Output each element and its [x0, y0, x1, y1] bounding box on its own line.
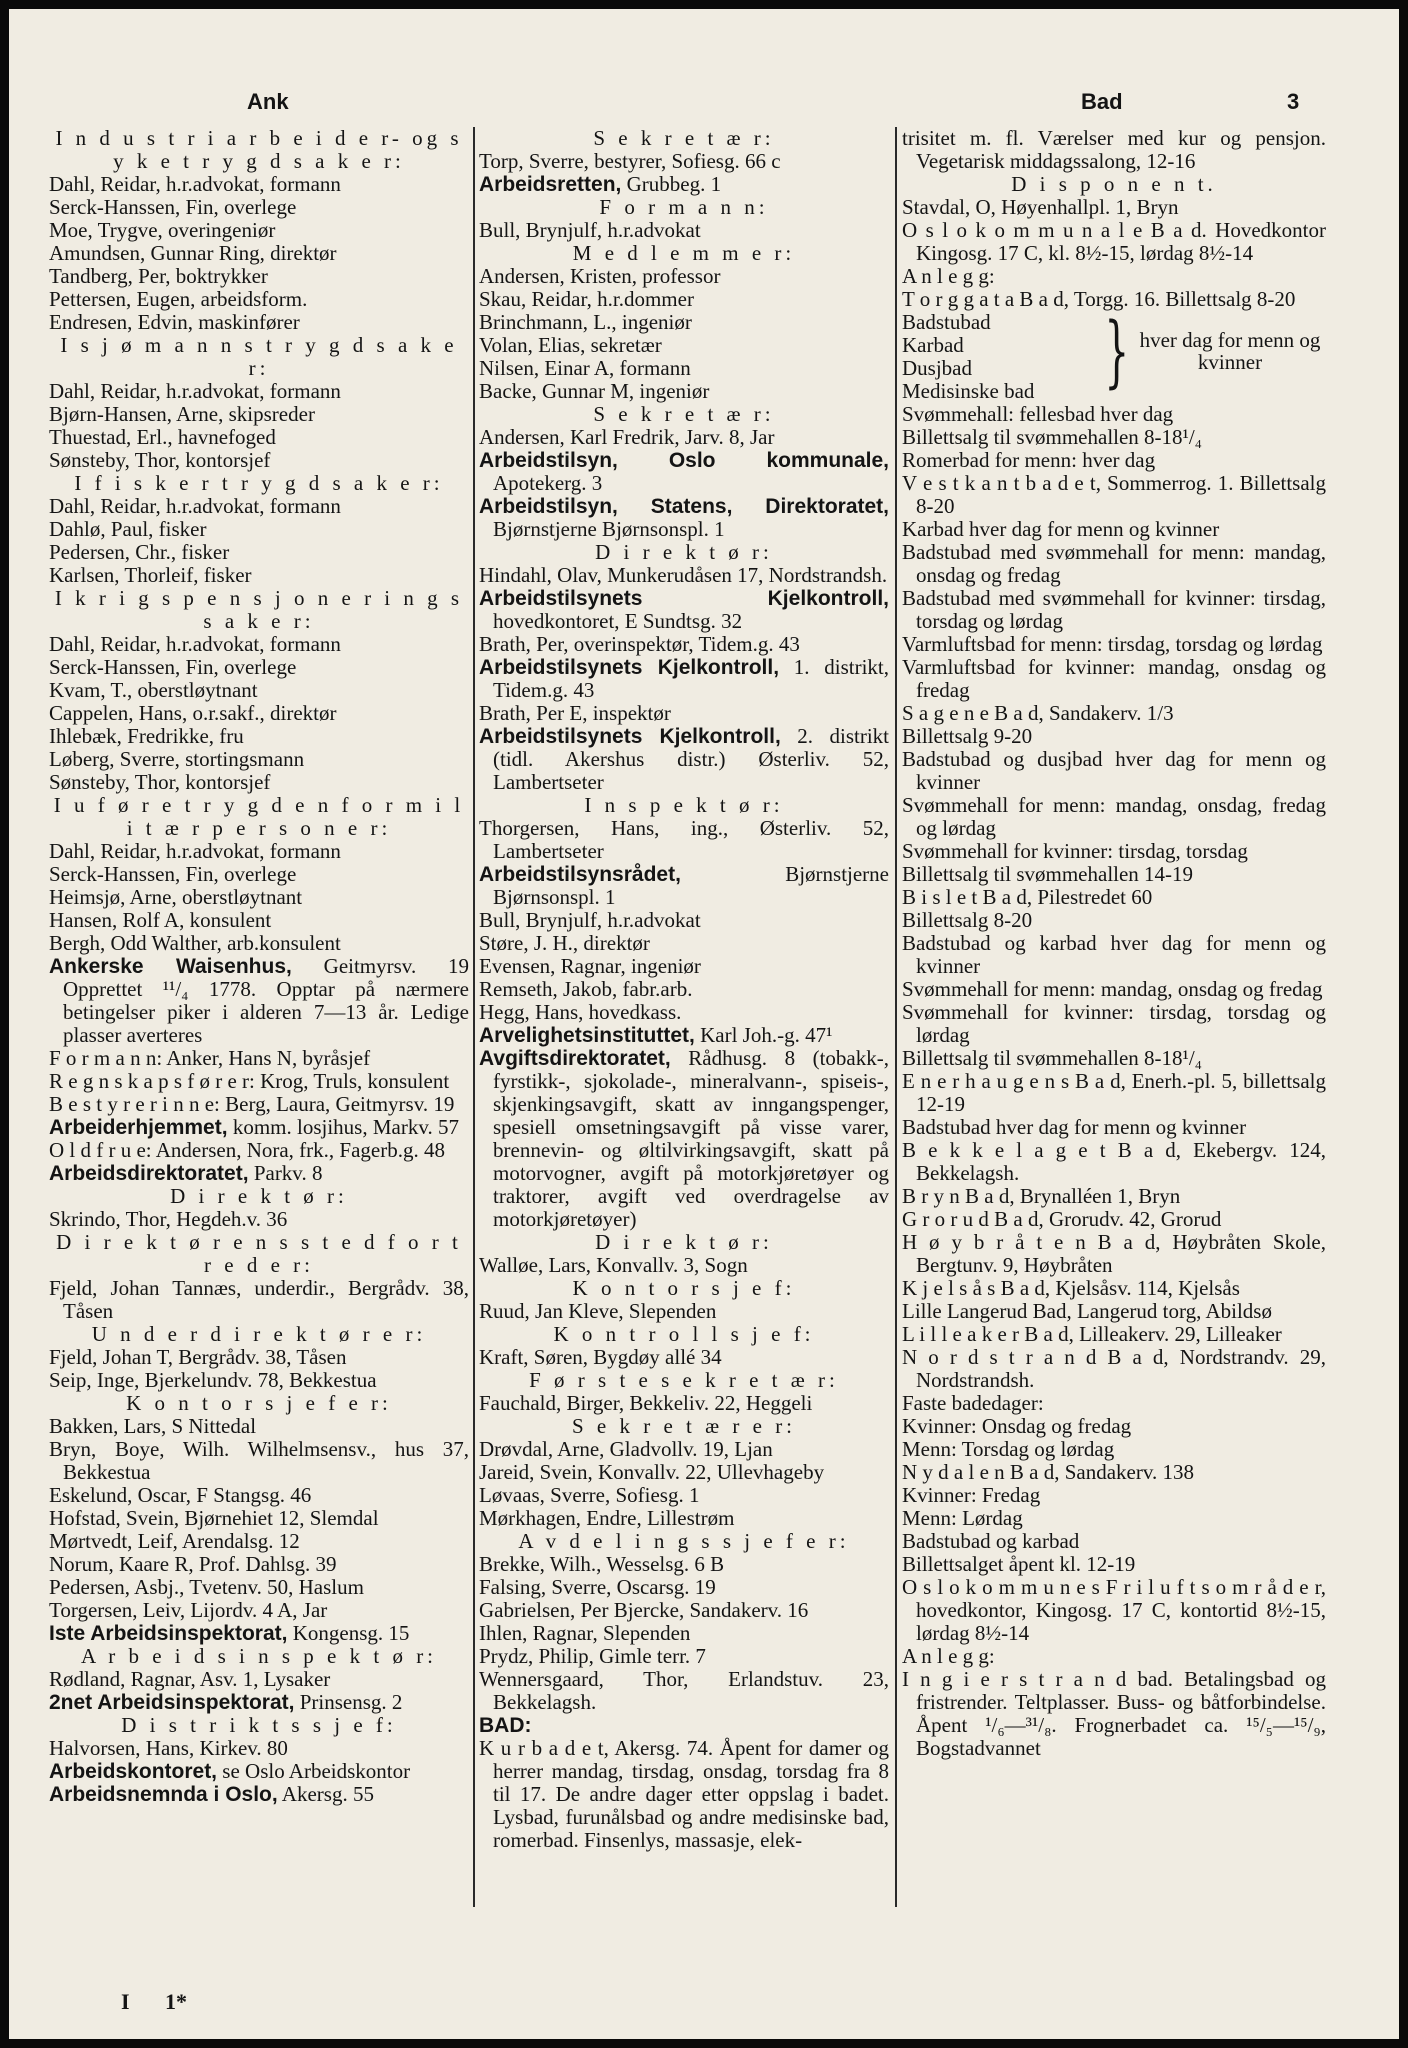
section-heading: S e k r e t æ r: [593, 402, 775, 426]
directory-line: Cappelen, Hans, o.r.sakf., direktør [49, 701, 337, 725]
entry-title: Arbeidstilsynets Kjelkontroll, [479, 587, 889, 610]
section-heading: D i s t r i k t s s j e f: [121, 1713, 397, 1737]
section-heading: F ø r s t e s e k r e t æ r: [529, 1368, 839, 1392]
directory-line: Karlsen, Thorleif, fisker [49, 563, 252, 587]
directory-line: Dahl, Reidar, h.r.advokat, formann [49, 494, 341, 518]
column-rule [895, 127, 897, 1907]
directory-line: Badstubad med svømmehall for kvinner: tirsdag, torsdag og lørdag [902, 586, 1326, 633]
entry-text: Grubbeg. 1 [621, 172, 722, 196]
directory-entry [479, 495, 889, 541]
section-heading: I s j ø m a n n s t r y g d s a k e r: [60, 333, 458, 380]
directory-line: Ihlen, Ragnar, Slependen [479, 1621, 691, 1645]
column-3 [902, 127, 1326, 2039]
section-heading: K o n t o r s j e f e r: [126, 1391, 392, 1415]
directory-line: Evensen, Ragnar, ingeniør [479, 954, 701, 978]
entry-text: Akersg. 55 [277, 1782, 374, 1806]
directory-line: S a g e n e B a d, Sandakerv. 1/3 [902, 701, 1174, 725]
directory-line: Drøvdal, Arne, Gladvollv. 19, Ljan [479, 1437, 773, 1461]
directory-line: Dahl, Reidar, h.r.advokat, formann [49, 839, 341, 863]
directory-line: Fauchald, Birger, Bekkeliv. 22, Heggeli [479, 1391, 813, 1415]
brace-line: Badstubad [902, 310, 991, 334]
directory-entry [49, 1760, 469, 1783]
directory-line: Tandberg, Per, boktrykker [49, 264, 268, 288]
directory-entry [479, 173, 889, 196]
entry-title: Arbeiderhjemmet, [49, 1116, 228, 1139]
directory-line: Billettsalg til svømmehallen 8-18¹/₄ [902, 425, 1202, 449]
directory-line: Skrindo, Thor, Hegdeh.v. 36 [49, 1207, 288, 1231]
directory-line: Backe, Gunnar M, ingeniør [479, 379, 710, 403]
directory-line: O l d f r u e: Andersen, Nora, frk., Fagerb.g. 48 [49, 1138, 445, 1162]
directory-line: N o r d s t r a n d B a d, Nordstrandv. 29, Nordstrandsh. [902, 1345, 1326, 1392]
entry-title: Ankerske Waisenhus, [49, 955, 292, 978]
directory-line: Seip, Inge, Bjerkelundv. 78, Bekkestua [49, 1368, 377, 1392]
directory-line: Sønsteby, Thor, kontorsjef [49, 770, 271, 794]
directory-line: Badstubad og dusjbad hver dag for menn og kvinner [902, 747, 1326, 794]
entry-title: Arbeidstilsynets Kjelkontroll, [479, 725, 781, 748]
directory-line: I n g i e r s t r a n d bad. Betalingsbad og fristrender. Teltplasser. Buss- og båtforbindelse. Åpent ¹/₆—³¹/₈. Frognerbadet ca. ¹⁵/₅—¹⁵/₉, Bogstadvannet [902, 1667, 1326, 1760]
directory-line: Thorgersen, Hans, ing., Østerliv. 52, Lambertseter [479, 816, 889, 863]
directory-line: Romerbad for menn: hver dag [902, 448, 1156, 472]
directory-line: Hegg, Hans, hovedkass. [479, 1000, 682, 1024]
directory-line: Svømmehall for kvinner: tirsdag, torsdag [902, 839, 1248, 863]
directory-line: Prydz, Philip, Gimle terr. 7 [479, 1644, 706, 1668]
entry-title: Arbeidstilsyn, Oslo kommunale, [479, 449, 889, 472]
directory-line: K u r b a d e t, Akersg. 74. Åpent for damer og herrer mandag, tirsdag, onsdag, torsdag fra 8 til 17. De andre dager etter oppslag i badet. Lysbad, furunålsbad og andre medisinske bad, romerbad. Finsenlys, massasje, elek- [479, 1736, 889, 1852]
brace-group [902, 307, 1326, 403]
directory-line: Badstubad med svømmehall for menn: mandag, onsdag og fredag [902, 540, 1326, 587]
section-heading: F o r m a n n: [599, 195, 769, 219]
directory-line: Brinchmann, L., ingeniør [479, 310, 692, 334]
directory-line: Ruud, Jan Kleve, Slependen [479, 1299, 717, 1323]
directory-line: Andersen, Karl Fredrik, Jarv. 8, Jar [479, 425, 775, 449]
directory-line: Fjeld, Johan Tannæs, underdir., Bergrådv. 38, Tåsen [49, 1276, 469, 1323]
directory-entry [49, 955, 469, 1047]
section-heading: D i r e k t ø r: [595, 1230, 773, 1254]
directory-line: Gabrielsen, Per Bjercke, Sandakerv. 16 [479, 1598, 809, 1622]
directory-line: Dahl, Reidar, h.r.advokat, formann [49, 379, 341, 403]
directory-line: Kvinner: Fredag [902, 1483, 1041, 1507]
directory-line: Mørtvedt, Leif, Arendalsg. 12 [49, 1529, 300, 1553]
section-heading: A r b e i d s i n s p e k t ø r: [80, 1644, 438, 1668]
directory-line: Pettersen, Eugen, arbeidsform. [49, 287, 308, 311]
directory-line: Remseth, Jakob, fabr.arb. [479, 977, 693, 1001]
entry-title: Arbeidstilsynets Kjelkontroll, [479, 656, 780, 679]
directory-line: Walløe, Lars, Konvallv. 3, Sogn [479, 1253, 748, 1277]
directory-line: Norum, Kaare R, Prof. Dahlsg. 39 [49, 1552, 337, 1576]
directory-line: B r y n B a d, Brynalléen 1, Bryn [902, 1184, 1181, 1208]
directory-line: Faste badedager: [902, 1391, 1044, 1415]
directory-line: O s l o k o m m u n a l e B a d. Hovedkontor Kingosg. 17 C, kl. 8½-15, lørdag 8½-14 [902, 218, 1326, 265]
entry-text: Karl Joh.-g. 47¹ [694, 1023, 833, 1047]
directory-line: Billettsalget åpent kl. 12-19 [902, 1552, 1136, 1576]
directory-line: Billettsalg 8-20 [902, 908, 1033, 932]
brace-line: Medisinske bad [902, 379, 1035, 403]
directory-line: Falsing, Sverre, Oscarsg. 19 [479, 1575, 716, 1599]
page-number: 3 [1287, 89, 1300, 114]
directory-line: Stavdal, O, Høyenhallpl. 1, Bryn [902, 195, 1179, 219]
entry-text: Geitmyrsv. 19 Opprettet ¹¹/₄ 1778. Opptar på nærmere betingelser piker i alderen 7—13 år. Ledige plasser averteres [63, 954, 469, 1047]
directory-line: Torgersen, Leiv, Lijordv. 4 A, Jar [49, 1598, 328, 1622]
directory-line: K j e l s å s B a d, Kjelsåsv. 114, Kjelsås [902, 1276, 1240, 1300]
directory-line: trisitet m. fl. Værelser med kur og pensjon. Vegetarisk middagssalong, 12-16 [902, 127, 1326, 173]
entry-title: 2net Arbeidsinspektorat, [49, 1691, 295, 1714]
section-heading: I k r i g s p e n s j o n e r i n g s s a k e r: [54, 586, 464, 633]
directory-entry [479, 656, 889, 702]
directory-line: Løvaas, Sverre, Sofiesg. 1 [479, 1483, 700, 1507]
directory-line: Badstubad og karbad [902, 1529, 1080, 1553]
signature-mark: I 1* [121, 1989, 188, 2014]
directory-line: Kraft, Søren, Bygdøy allé 34 [479, 1345, 722, 1369]
directory-line: Brekke, Wilh., Wesselsg. 6 B [479, 1552, 725, 1576]
directory-line: Bull, Brynjulf, h.r.advokat [479, 218, 701, 242]
entry-text: se Oslo Arbeidskontor [217, 1759, 411, 1783]
column-1 [49, 127, 469, 2039]
curly-brace-icon: } [1104, 307, 1130, 397]
section-heading: S e k r e t æ r: [593, 127, 775, 150]
directory-line: T o r g g a t a B a d, Torgg. 16. Billettsalg 8-20 [902, 287, 1296, 311]
directory-entry [479, 1047, 889, 1231]
section-heading: D i r e k t ø r: [595, 540, 773, 564]
directory-line: Billettsalg til svømmehallen 8-18¹/₄ [902, 1046, 1202, 1070]
directory-line: Støre, J. H., direktør [479, 931, 650, 955]
section-heading: D i r e k t ø r e n s s t e d f o r t r e d e r: [56, 1230, 462, 1277]
entry-text: Bjørnstjerne Bjørnsonspl. 1 [493, 862, 889, 909]
entry-title: BAD: [479, 1714, 532, 1737]
brace-line: Dusjbad [902, 356, 972, 380]
section-heading: I n d u s t r i a r b e i d e r- og s y k e t r y g d s a k e r: [55, 127, 463, 173]
directory-entry [479, 1024, 889, 1047]
section-heading: I n s p e k t ø r: [584, 793, 784, 817]
directory-line: G r o r u d B a d, Grorudv. 42, Grorud [902, 1207, 1222, 1231]
section-heading: A v d e l i n g s s j e f e r: [518, 1529, 850, 1553]
directory-line: Heimsjø, Arne, oberstløytnant [49, 885, 303, 909]
directory-line: Rødland, Ragnar, Asv. 1, Lysaker [49, 1667, 331, 1691]
entry-title: Arvelighetsinstituttet, [479, 1024, 695, 1047]
column-rule [473, 127, 475, 1907]
directory-line: Badstubad hver dag for menn og kvinner [902, 1115, 1247, 1139]
directory-line: Serck-Hanssen, Fin, overlege [49, 195, 297, 219]
section-heading: I f i s k e r t r y g d s a k e r: [74, 471, 444, 495]
directory-entry [479, 725, 889, 794]
section-heading: M e d l e m m e r: [572, 241, 796, 265]
directory-line: Kvam, T., oberstløytnant [49, 678, 258, 702]
directory-line: A n l e g g: [902, 1644, 995, 1668]
directory-line: Menn: Lørdag [902, 1506, 1023, 1530]
directory-line: Lille Langerud Bad, Langerud torg, Abildsø [902, 1299, 1272, 1323]
directory-line: F o r m a n n: Anker, Hans N, byråsjef [49, 1046, 371, 1070]
entry-title: Arbeidskontoret, [49, 1760, 218, 1783]
directory-line: Svømmehall for menn: mandag, onsdag, fredag og lørdag [902, 793, 1326, 840]
entry-text: Parkv. 8 [248, 1161, 323, 1185]
directory-line: V e s t k a n t b a d e t, Sommerrog. 1. Billettsalg 8-20 [902, 471, 1326, 518]
directory-line: Torp, Sverre, bestyrer, Sofiesg. 66 c [479, 149, 781, 173]
directory-line: R e g n s k a p s f ø r e r: Krog, Truls, konsulent [49, 1069, 450, 1093]
directory-line: Billettsalg 9-20 [902, 724, 1033, 748]
entry-title: Arbeidsretten, [479, 173, 622, 196]
directory-line: Pedersen, Asbj., Tvetenv. 50, Haslum [49, 1575, 364, 1599]
directory-line: Dahl, Reidar, h.r.advokat, formann [49, 172, 341, 196]
entry-title: Iste Arbeidsinspektorat, [49, 1622, 288, 1645]
entry-title: Arbeidstilsynsrådet, [479, 863, 681, 886]
directory-line: Svømmehall: fellesbad hver dag [902, 402, 1174, 426]
directory-entry [479, 587, 889, 633]
directory-line: Dahlø, Paul, fisker [49, 517, 207, 541]
entry-text: Apotekerg. 3 [493, 471, 603, 495]
running-head-left: Ank [247, 89, 289, 114]
directory-line: Brath, Per, overinspektør, Tidem.g. 43 [479, 632, 800, 656]
directory-line: Andersen, Kristen, professor [479, 264, 721, 288]
directory-line: Menn: Torsdag og lørdag [902, 1437, 1115, 1461]
entry-title: Arbeidstilsyn, Statens, Direktoratet, [479, 495, 889, 518]
directory-line: Wennersgaard, Thor, Erlandstuv. 23, Bekkelagsh. [479, 1667, 889, 1714]
directory-line: Thuestad, Erl., havnefoged [49, 425, 276, 449]
directory-line: Pedersen, Chr., fisker [49, 540, 230, 564]
directory-line: Amundsen, Gunnar Ring, direktør [49, 241, 337, 265]
directory-line: Varmluftsbad for kvinner: mandag, onsdag og fredag [902, 655, 1326, 702]
entry-text: Kongensg. 15 [287, 1621, 410, 1645]
entry-text: hovedkontoret, E Sundtsg. 32 [493, 609, 743, 633]
directory-line: Skau, Reidar, h.r.dommer [479, 287, 694, 311]
entry-text: 2. distrikt (tidl. Akershus distr.) Østerliv. 52, Lambertseter [493, 724, 889, 794]
directory-line: Svømmehall for menn: mandag, onsdag og fredag [902, 977, 1323, 1001]
brace-note: hver dag for menn og kvinner [1139, 328, 1321, 374]
directory-line: Karbad hver dag for menn og kvinner [902, 517, 1220, 541]
entry-title: Avgiftsdirektoratet, [479, 1047, 671, 1070]
directory-line: Brath, Per E, inspektør [479, 701, 671, 725]
directory-entry [49, 1116, 469, 1139]
directory-line: Moe, Trygve, overingeniør [49, 218, 276, 242]
entry-text: 1. distrikt, Tidem.g. 43 [493, 655, 889, 702]
directory-entry [49, 1162, 469, 1185]
directory-line: Bryn, Boye, Wilh. Wilhelmsensv., hus 37, Bekkestua [49, 1437, 469, 1484]
directory-line: H ø y b r å t e n B a d, Høybråten Skole, Bergtunv. 9, Høybråten [902, 1230, 1326, 1277]
entry-text: Bjørnstjerne Bjørnsonspl. 1 [493, 517, 725, 541]
directory-line: Halvorsen, Hans, Kirkev. 80 [49, 1736, 288, 1760]
directory-entry [479, 863, 889, 909]
directory-line: Badstubad og karbad hver dag for menn og kvinner [902, 931, 1326, 978]
directory-line: A n l e g g: [902, 264, 995, 288]
directory-line: Ihlebæk, Fredrikke, fru [49, 724, 244, 748]
directory-entry [49, 1622, 469, 1645]
directory-line: B e k k e l a g e t B a d, Ekebergv. 124, Bekkelagsh. [902, 1138, 1326, 1185]
directory-line: Hindahl, Olav, Munkerudåsen 17, Nordstrandsh. [479, 563, 888, 587]
entry-title: Arbeidsnemnda i Oslo, [49, 1783, 278, 1806]
directory-line: Bergh, Odd Walther, arb.konsulent [49, 931, 341, 955]
directory-entry [479, 1714, 889, 1737]
section-heading: I u f ø r e t r y g d e n f o r m i l i t æ r p e r s o n e r: [53, 793, 465, 840]
directory-line: Dahl, Reidar, h.r.advokat, formann [49, 632, 341, 656]
section-heading: D i s p o n e n t. [1011, 172, 1217, 196]
directory-line: Bull, Brynjulf, h.r.advokat [479, 908, 701, 932]
entry-text: komm. losjihus, Markv. 57 [227, 1115, 459, 1139]
directory-line: N y d a l e n B a d, Sandakerv. 138 [902, 1460, 1194, 1484]
entry-text: Rådhusg. 8 (tobakk-, fyrstikk-, sjokolade-, mineralvann-, spiseis-, skjenkingsavgift, skatt av inngangspenger, spesiell omsetningsavgift på visse varer, brennevin- og øltilvirkingsavgift, skatt på motorvogner, avgift på motorkjøretøyer og traktorer, avgift ved overdragelse av motorkjøretøyer) [493, 1046, 889, 1231]
directory-line: Bjørn-Hansen, Arne, skipsreder [49, 402, 315, 426]
directory-line: Sønsteby, Thor, kontorsjef [49, 448, 271, 472]
directory-line: Kvinner: Onsdag og fredag [902, 1414, 1132, 1438]
directory-line: Volan, Elias, sekretær [479, 333, 662, 357]
directory-line: B e s t y r e r i n n e: Berg, Laura, Geitmyrsv. 19 [49, 1092, 455, 1116]
directory-line: Jareid, Svein, Konvallv. 22, Ullevhageby [479, 1460, 825, 1484]
running-head-right: Bad [1081, 89, 1123, 114]
directory-line: L i l l e a k e r B a d, Lilleakerv. 29, Lilleaker [902, 1322, 1282, 1346]
directory-line: Nilsen, Einar A, formann [479, 356, 691, 380]
section-heading: U n d e r d i r e k t ø r e r: [91, 1322, 427, 1346]
directory-line: O s l o k o m m u n e s F r i l u f t s o m r å d e r, hovedkontor, Kingosg. 17 C, kontortid 8½-15, lørdag 8½-14 [902, 1575, 1326, 1645]
directory-line: Bakken, Lars, S Nittedal [49, 1414, 257, 1438]
directory-line: Hansen, Rolf A, konsulent [49, 908, 272, 932]
directory-line: Mørkhagen, Endre, Lillestrøm [479, 1506, 735, 1530]
directory-line: Svømmehall for kvinner: tirsdag, torsdag og lørdag [902, 1000, 1326, 1047]
directory-line: B i s l e t B a d, Pilestredet 60 [902, 885, 1153, 909]
directory-line: Varmluftsbad for menn: tirsdag, torsdag og lørdag [902, 632, 1323, 656]
directory-entry [479, 449, 889, 495]
entry-text: Prinsensg. 2 [294, 1690, 403, 1714]
directory-line: E n e r h a u g e n s B a d, Enerh.-pl. 5, billettsalg 12-19 [902, 1069, 1326, 1116]
directory-line: Fjeld, Johan T, Bergrådv. 38, Tåsen [49, 1345, 347, 1369]
directory-line: Serck-Hanssen, Fin, overlege [49, 655, 297, 679]
section-heading: K o n t o r s j e f: [572, 1276, 796, 1300]
directory-line: Endresen, Edvin, maskinfører [49, 310, 300, 334]
section-heading: K o n t r o l l s j e f: [553, 1322, 815, 1346]
directory-entry [49, 1783, 469, 1806]
brace-line: Karbad [902, 333, 964, 357]
entry-title: Arbeidsdirektoratet, [49, 1162, 249, 1185]
directory-entry [49, 1691, 469, 1714]
column-2 [479, 127, 889, 2039]
section-heading: S e k r e t æ r e r: [571, 1414, 797, 1438]
directory-line: Billettsalg til svømmehallen 14-19 [902, 862, 1194, 886]
directory-line: Serck-Hanssen, Fin, overlege [49, 862, 297, 886]
directory-line: Eskelund, Oscar, F Stangsg. 46 [49, 1483, 312, 1507]
directory-line: Løberg, Sverre, stortingsmann [49, 747, 305, 771]
section-heading: D i r e k t ø r: [170, 1184, 348, 1208]
directory-page [9, 9, 1399, 2039]
directory-line: Hofstad, Svein, Bjørnehiet 12, Slemdal [49, 1506, 379, 1530]
